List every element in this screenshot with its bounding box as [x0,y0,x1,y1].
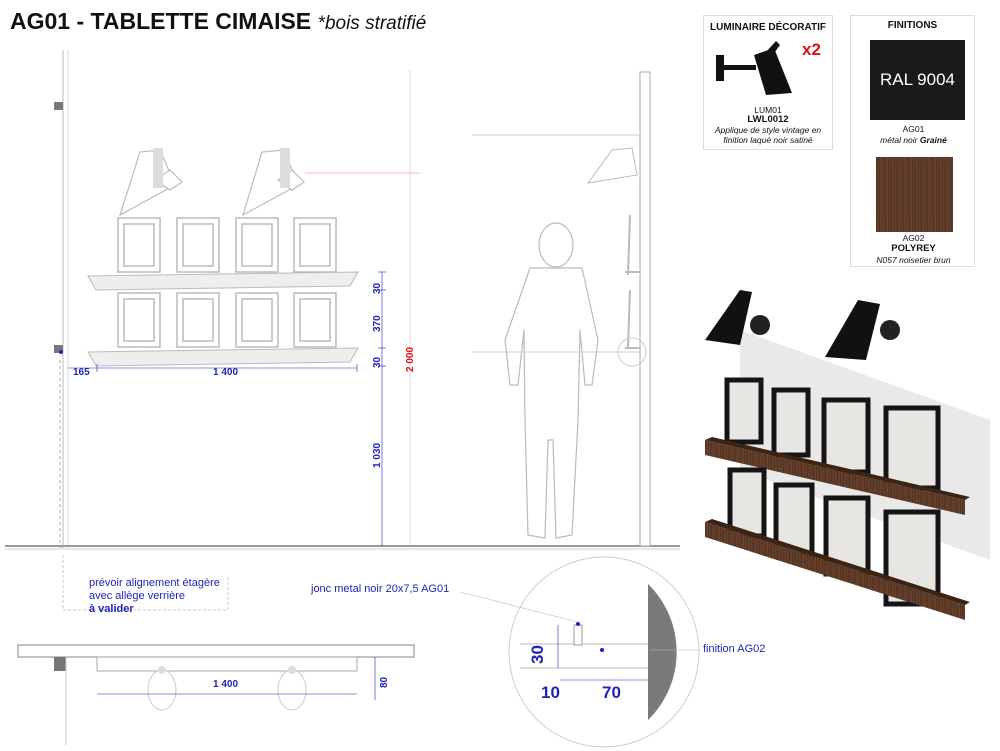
detail-dim-70: 70 [602,683,621,702]
luminaire-ref: LUM01 [754,105,782,115]
render-3d [705,290,990,620]
swatch-ral-label: RAL 9004 [880,70,955,89]
elevation-shelf-bottom [88,348,358,366]
luminaire-multiplier: x2 [802,40,821,59]
title-sub: *bois stratifié [317,13,427,34]
swatch2-brand: POLYREY [891,243,936,254]
alignment-note-line1: prévoir alignement étagère [89,577,220,589]
title-main: AG01 - TABLETTE CIMAISE [10,8,312,34]
swatch1-desc: métal noir Grainé [880,135,947,145]
dim-165: 165 [73,367,90,378]
alignment-note [89,577,220,616]
jonc-note: jonc metal noir 20x7,5 AG01 [311,583,450,595]
plan-view [18,645,414,745]
luminaire-card [703,15,833,150]
dim-1400-elevation: 1 400 [213,367,239,378]
wall-bracket-top [54,102,63,110]
person-silhouette [505,223,598,538]
swatch1-ref: AG01 [902,124,925,134]
swatch-wood-noisetier [876,157,953,232]
swatch2-desc: N057 noisetier brun [876,255,951,265]
alignment-note-line3: à valider [89,603,134,615]
elevation-lamp [120,148,304,215]
elevation-shelf-top [88,272,358,290]
detail-dim-10: 10 [541,683,560,702]
detail-dim-30: 30 [528,645,547,664]
dim-1030: 1 030 [372,442,383,468]
dim-30-bottom: 30 [372,356,383,368]
finition-note: finition AG02 [703,643,766,655]
luminaire-header: LUMINAIRE DÉCORATIF [710,22,826,33]
elevation-frames-bottom [118,293,336,347]
plan-dim-80: 80 [379,676,390,688]
finitions-header: FINITIONS [887,20,938,31]
finitions-card [850,15,975,267]
luminaire-code: LWL0012 [747,114,789,125]
left-wall [54,50,68,548]
dim-30-top: 30 [372,282,383,294]
luminaire-desc-line2: finition laqué noir satiné [723,135,813,145]
dim-370: 370 [372,315,383,332]
luminaire-desc-line1: Applique de style vintage en [714,125,822,135]
dim-2000: 2 000 [405,346,416,372]
plan-dim-1400: 1 400 [213,679,239,690]
alignment-note-line2: avec allège verrière [89,590,185,602]
elevation-frames-top [118,218,336,272]
swatch2-ref: AG02 [902,233,925,243]
swatch-ral-9004 [870,40,965,120]
